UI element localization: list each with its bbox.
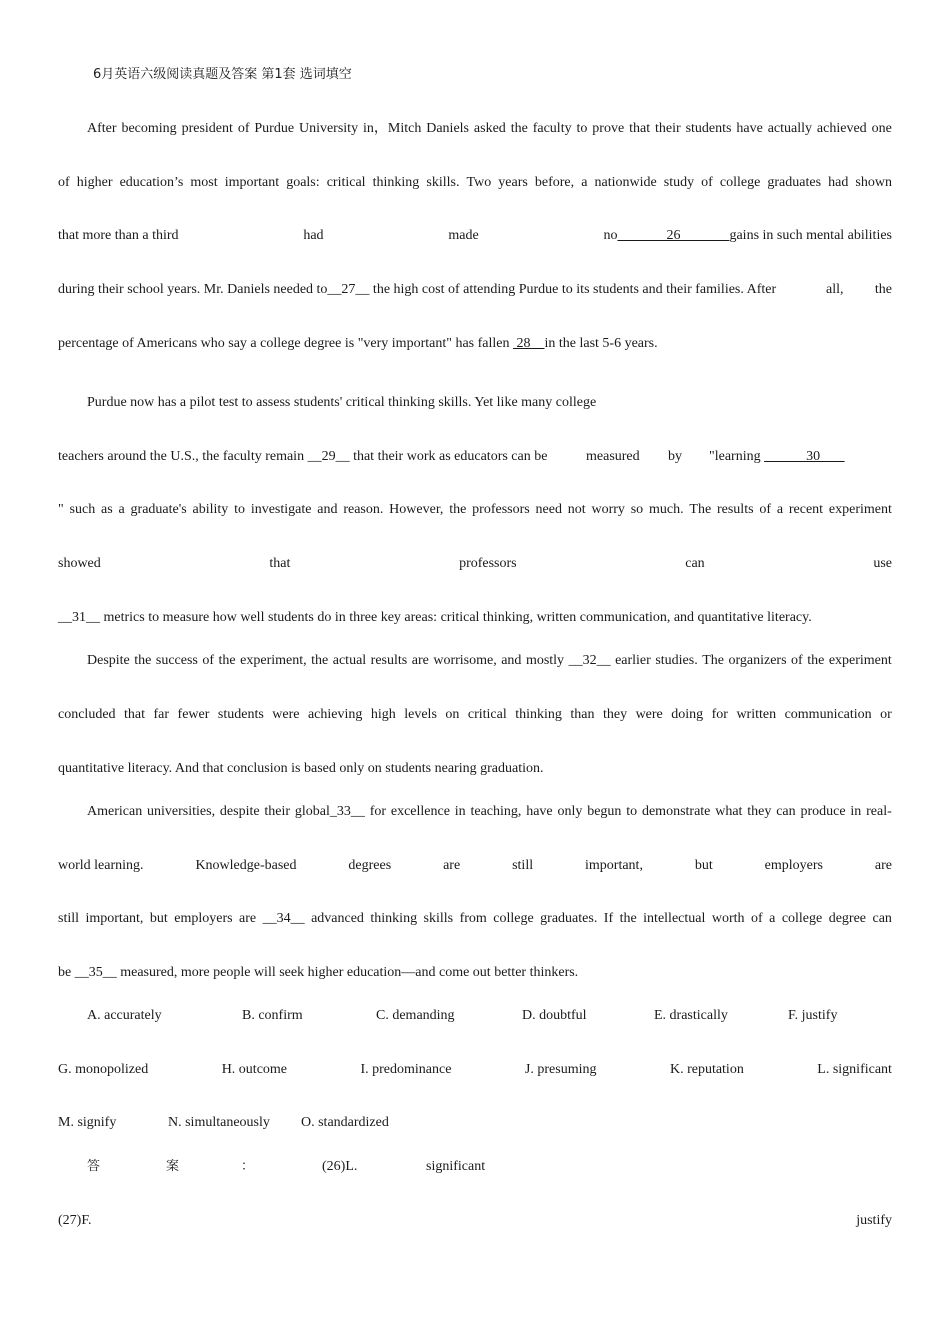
p2-line4-word: professors xyxy=(459,556,517,571)
option-e: E. drastically xyxy=(654,1008,728,1023)
p4-line2-word: are xyxy=(443,858,461,873)
page-title: 6月英语六级阅读真题及答案 第1套 选词填空 xyxy=(93,67,352,82)
answer-27-word: justify xyxy=(856,1213,892,1228)
p1-line3-end: gains in such mental abilities xyxy=(729,228,892,243)
p2-line5: __31__ metrics to measure how well students do in three key areas: critical thinking, written communication, and quantitative literacy. xyxy=(58,610,812,625)
p4-line2-word: still xyxy=(512,858,534,873)
p2-line2-word: measured xyxy=(586,449,640,464)
p1-line3-word: that more than a third xyxy=(58,228,179,243)
p2-line3: " such as a graduate's ability to investigate and reason. However, the professors need not worry so much. The results of a recent experiment xyxy=(58,502,892,517)
p1-line3-word: had xyxy=(303,228,324,243)
option-m: M. signify xyxy=(58,1115,117,1130)
p1-line5-pre: percentage of Americans who say a college degree is "very important" has fallen xyxy=(58,336,513,351)
p1-line1: After becoming president of Purdue University in，Mitch Daniels asked the faculty to prove that their students have actually achieved one xyxy=(87,121,892,136)
p2-line4-word: showed xyxy=(58,556,101,571)
p2-line2-tail xyxy=(709,448,845,466)
p4-line2-word: degrees xyxy=(348,858,392,873)
p1-line4-word: the xyxy=(874,282,892,297)
p2-line1: Purdue now has a pilot test to assess students' critical thinking skills. Yet like many college xyxy=(87,395,597,410)
p1-line2: of higher education’s most important goals: critical thinking skills. Two years before, a nationwide study of college graduates had shown xyxy=(58,175,892,190)
p4-line2-word: employers xyxy=(764,858,823,873)
p2-line2-word: by xyxy=(668,449,682,464)
option-o: O. standardized xyxy=(301,1115,389,1130)
p1-line3-tail xyxy=(603,227,892,245)
p1-line5-post: in the last 5-6 years. xyxy=(544,336,658,351)
p3-line3: quantitative literacy. And that conclusion is based only on students nearing graduation. xyxy=(58,761,544,776)
option-j: J. presuming xyxy=(524,1062,597,1077)
p3-line2: concluded that far fewer students were achieving high levels on critical thinking than they were doing for written communication or xyxy=(58,707,892,722)
p4-line2-word: world learning. xyxy=(58,858,144,873)
p2-line4-word: that xyxy=(269,556,291,571)
p4-line2 xyxy=(58,857,892,875)
option-h: H. outcome xyxy=(221,1062,288,1077)
option-d: D. doubtful xyxy=(522,1008,587,1023)
p2-line4-word: can xyxy=(685,556,705,571)
option-g: G. monopolized xyxy=(58,1062,149,1077)
p1-line4-word: all, xyxy=(826,282,844,297)
p1-line3 xyxy=(58,227,892,245)
p2-line4-word: use xyxy=(873,556,892,571)
p1-line4 xyxy=(58,281,892,299)
p2-line4 xyxy=(58,555,892,573)
answer-27-number: (27)F. xyxy=(58,1213,92,1228)
p4-line2-word: are xyxy=(874,858,892,873)
p1-line4-main: during their school years. Mr. Daniels needed to__27__ the high cost of attending Purdue to its students and their families. After xyxy=(58,282,777,297)
p1-line3-word: made xyxy=(448,228,479,243)
option-n: N. simultaneously xyxy=(168,1115,270,1130)
p4-line2-word: but xyxy=(694,858,713,873)
p2-line2-main: teachers around the U.S., the faculty remain __29__ that their work as educators can be xyxy=(58,449,548,464)
answer-26-number: (26)L. xyxy=(322,1159,358,1174)
blank-26[interactable]: 26 xyxy=(617,228,730,243)
p3-line1: Despite the success of the experiment, the actual results are worrisome, and mostly __32__ earlier studies. The organizers of the experiment xyxy=(87,653,892,668)
answer-26-word: significant xyxy=(426,1159,486,1174)
option-l: L. significant xyxy=(817,1062,892,1077)
p4-line2-word: Knowledge-based xyxy=(195,858,297,873)
answers-label-char: ： xyxy=(241,1159,255,1174)
option-f: F. justify xyxy=(788,1008,838,1023)
option-b: B. confirm xyxy=(242,1008,303,1023)
p4-line4: be __35__ measured, more people will seek higher education—and come out better thinkers. xyxy=(58,965,579,980)
options-row-2 xyxy=(58,1061,892,1079)
p2-line2 xyxy=(58,448,892,466)
answers-label-char: 案 xyxy=(166,1159,180,1174)
blank-30[interactable]: 30 xyxy=(764,449,845,464)
p4-line3: still important, but employers are __34__ advanced thinking skills from college graduates. If the intellectual worth of a college degree can xyxy=(58,911,892,926)
option-i: I. predominance xyxy=(360,1062,452,1077)
word-learning: "learning xyxy=(709,449,765,464)
option-k: K. reputation xyxy=(669,1062,744,1077)
p1-line5 xyxy=(58,335,892,353)
option-c: C. demanding xyxy=(376,1008,455,1023)
blank-28[interactable]: 28 xyxy=(512,336,545,351)
p4-line2-word: important, xyxy=(585,858,643,873)
p4-line1: American universities, despite their global_33__ for excellence in teaching, have only begun to demonstrate what they can produce in real- xyxy=(87,804,892,819)
answers-label-char: 答 xyxy=(87,1159,101,1174)
option-a: A. accurately xyxy=(87,1008,162,1023)
word-no: no xyxy=(603,228,618,243)
answer-27-line xyxy=(58,1212,892,1230)
